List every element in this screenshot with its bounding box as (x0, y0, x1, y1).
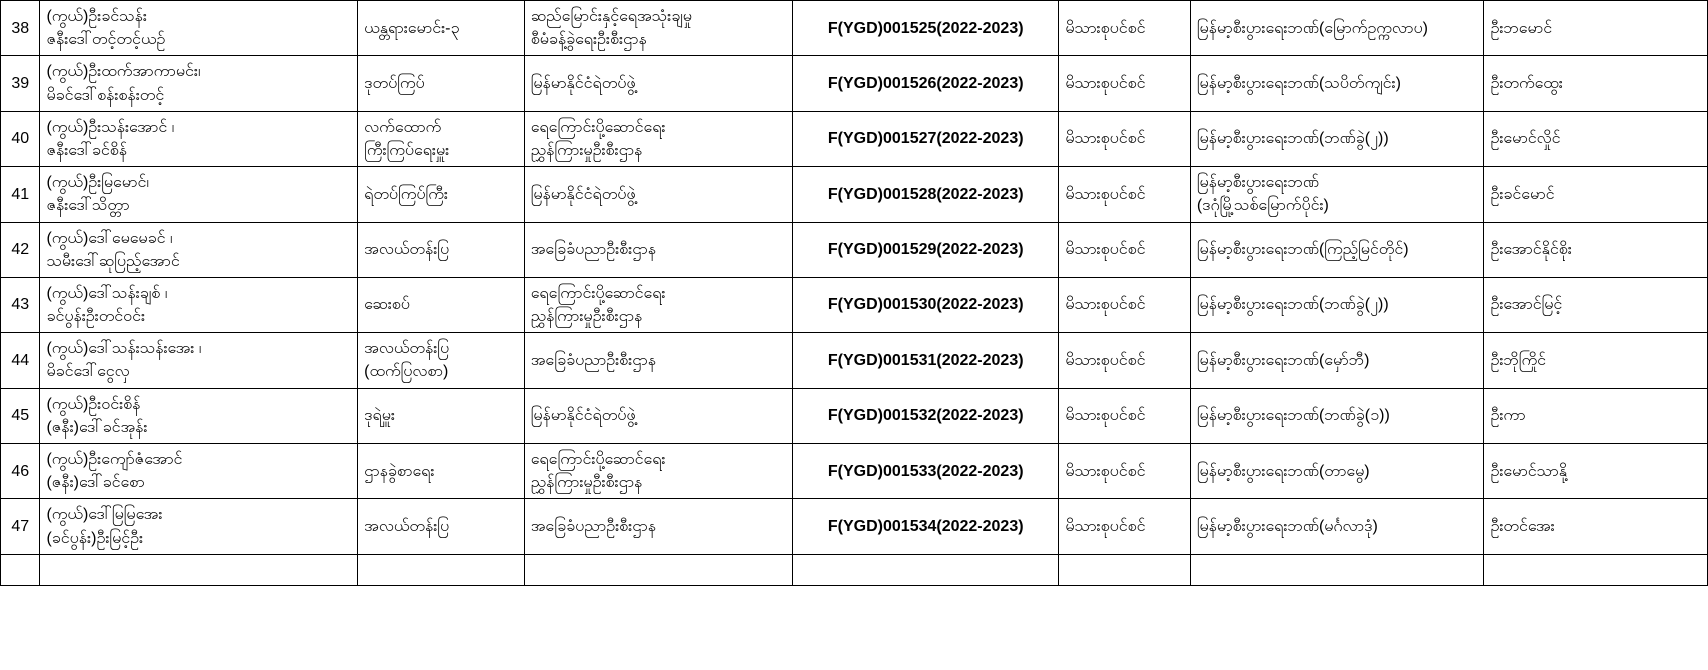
row-number (1, 1, 40, 56)
department-line-1: ရေကြောင်းပို့ဆောင်ရေး (530, 284, 666, 302)
pensioner-name-line-1: (ကွယ်)ဒေါ်မေမေခင် ၊ (46, 229, 173, 247)
pensioner-name (40, 277, 358, 332)
empty-cell (40, 554, 358, 585)
department (524, 333, 792, 388)
job-title (358, 111, 525, 166)
file-code-line-1: F(YGD)001534(2022-2023) (827, 517, 1024, 535)
row-number-line-1: 40 (11, 130, 30, 148)
department-line-2: ညွှန်ကြားမှုဦးစီးဌာန (530, 474, 643, 492)
job-title-line-1: လက်ထောက် (364, 118, 442, 136)
job-title-line-1: ဒုတပ်ကြပ် (364, 74, 425, 92)
pension-type (1059, 277, 1190, 332)
row-number-line-1: 44 (11, 351, 30, 369)
empty-cell (1059, 554, 1190, 585)
table-row (1, 388, 1708, 443)
pensioner-name (40, 333, 358, 388)
reference-name-line-1: ဦးဘမောင် (1490, 19, 1553, 37)
file-code-line-1: F(YGD)001528(2022-2023) (827, 185, 1024, 203)
reference-name-line-1: ဦးအောင်နိုင်စိုး (1490, 241, 1572, 259)
row-number (1, 277, 40, 332)
job-title-line-2: ကြီးကြပ်ရေးမှူး (364, 141, 450, 159)
pension-type-line-1: မိသားစုပင်စင် (1065, 351, 1146, 369)
job-title (358, 444, 525, 499)
bank-branch-line-1: မြန်မာ့စီးပွားရေးဘဏ်(တာမွေ) (1196, 462, 1370, 480)
department (524, 277, 792, 332)
bank-branch (1190, 111, 1484, 166)
pension-type (1059, 333, 1190, 388)
pensioner-name-line-2: (ဇနီး)ဒေါ်ခင်အုန်း (46, 418, 148, 436)
row-number (1, 167, 40, 222)
department-line-1: ဆည်မြောင်းနှင့်ရေအသုံးချမှု (530, 8, 692, 25)
job-title (358, 1, 525, 56)
bank-branch (1190, 222, 1484, 277)
bank-branch-line-1: မြန်မာ့စီးပွားရေးဘဏ် (1196, 174, 1319, 192)
row-number (1, 222, 40, 277)
department (524, 1, 792, 56)
job-title (358, 277, 525, 332)
empty-cell (793, 554, 1059, 585)
file-code (793, 388, 1059, 443)
reference-name-line-1: ဦးတင်အေး (1490, 517, 1555, 535)
pensioner-name-line-2: (ခင်ပွန်း)ဦးမြင့်ဦး (46, 529, 144, 547)
pensioner-name-line-1: (ကွယ်)ဒေါ်မြမြအေး (46, 506, 163, 524)
pension-type-line-1: မိသားစုပင်စင် (1065, 74, 1146, 92)
empty-cell (1484, 554, 1708, 585)
pension-type-line-1: မိသားစုပင်စင် (1065, 19, 1146, 37)
pensioner-name-line-2: သမီးဒေါ်ဆုပြည့်အောင် (46, 252, 180, 270)
reference-name (1484, 333, 1708, 388)
row-number (1, 56, 40, 111)
reference-name (1484, 444, 1708, 499)
department-line-2: စီမံခန့်ခွဲရေးဦးစီးဌာန (530, 31, 647, 49)
job-title-line-1: ယန္တရားမောင်း-၃ (364, 19, 460, 37)
file-code (793, 1, 1059, 56)
job-title-line-1: အလယ်တန်းပြ (364, 241, 450, 259)
department (524, 388, 792, 443)
reference-name (1484, 222, 1708, 277)
bank-branch-line-1: မြန်မာ့စီးပွားရေးဘဏ်(ဘဏ်ခွဲ(၂)) (1196, 296, 1389, 314)
pensioner-name-line-1: (ကွယ်)ဦးကျော်ဇံအောင် (46, 451, 183, 468)
pensioner-name (40, 444, 358, 499)
pensioner-name (40, 56, 358, 111)
empty-cell (358, 554, 525, 585)
bank-branch-line-1: မြန်မာ့စီးပွားရေးဘဏ်(သပိတ်ကျင်း) (1196, 74, 1401, 92)
bank-branch-line-1: မြန်မာ့စီးပွားရေးဘဏ်(ဘဏ်ခွဲ(၂)) (1196, 130, 1389, 148)
table-row (1, 222, 1708, 277)
job-title-line-1: ရဲတပ်ကြပ်ကြီး (364, 185, 448, 203)
file-code (793, 222, 1059, 277)
reference-name-line-1: ဦးအောင်မြင့် (1490, 296, 1563, 314)
file-code-line-1: F(YGD)001530(2022-2023) (827, 296, 1024, 314)
pension-type (1059, 444, 1190, 499)
department-line-2: ညွှန်ကြားမှုဦးစီးဌာန (530, 141, 643, 159)
file-code-line-1: F(YGD)001527(2022-2023) (827, 130, 1024, 148)
department (524, 499, 792, 554)
department-line-1: မြန်မာနိုင်ငံရဲတပ်ဖွဲ့ (530, 185, 636, 203)
department-line-1: မြန်မာနိုင်ငံရဲတပ်ဖွဲ့ (530, 74, 636, 92)
reference-name-line-1: ဦးမောင်သာနို့ (1490, 462, 1567, 480)
file-code-line-1: F(YGD)001533(2022-2023) (827, 462, 1024, 480)
file-code (793, 333, 1059, 388)
empty-cell (1190, 554, 1484, 585)
file-code-line-1: F(YGD)001526(2022-2023) (827, 74, 1024, 92)
department-line-2: ညွှန်ကြားမှုဦးစီးဌာန (530, 308, 643, 326)
bank-branch (1190, 167, 1484, 222)
job-title-line-1: ဆေးစပ် (364, 296, 410, 314)
table-row (1, 1, 1708, 56)
table-row (1, 56, 1708, 111)
file-code (793, 167, 1059, 222)
file-code-line-1: F(YGD)001525(2022-2023) (827, 19, 1024, 37)
pension-type-line-1: မိသားစုပင်စင် (1065, 241, 1146, 259)
pension-type-line-1: မိသားစုပင်စင် (1065, 462, 1146, 480)
pensioner-name-line-1: (ကွယ်)ဦးဝင်းစိန် (46, 395, 141, 413)
job-title (358, 333, 525, 388)
table-row (1, 444, 1708, 499)
pension-type-line-1: မိသားစုပင်စင် (1065, 296, 1146, 314)
pensioner-name-line-2: ဇနီးဒေါ်တင့်တင့်ယဉ် (46, 31, 166, 49)
department-line-1: အခြေခံပညာဦးစီးဌာန (530, 517, 656, 535)
pension-type-line-1: မိသားစုပင်စင် (1065, 185, 1146, 203)
bank-branch (1190, 444, 1484, 499)
department-line-1: အခြေခံပညာဦးစီးဌာန (530, 241, 656, 259)
file-code-line-1: F(YGD)001531(2022-2023) (827, 351, 1024, 369)
file-code-line-1: F(YGD)001529(2022-2023) (827, 241, 1024, 259)
department (524, 444, 792, 499)
row-number-line-1: 38 (11, 19, 30, 37)
reference-name-line-1: ဦးကာ (1490, 407, 1526, 425)
bank-branch (1190, 388, 1484, 443)
row-number-line-1: 46 (11, 462, 30, 480)
empty-cell (1, 554, 40, 585)
department-line-1: အခြေခံပညာဦးစီးဌာန (530, 351, 656, 369)
pensioner-name (40, 167, 358, 222)
reference-name (1484, 167, 1708, 222)
pensioner-name-line-1: (ကွယ်)ဒေါ်သန်းချစ် ၊ (46, 284, 168, 302)
file-code (793, 277, 1059, 332)
empty-cell (524, 554, 792, 585)
row-number-line-1: 43 (11, 296, 30, 314)
pension-type-line-1: မိသားစုပင်စင် (1065, 407, 1146, 425)
reference-name (1484, 388, 1708, 443)
job-title (358, 388, 525, 443)
row-number (1, 111, 40, 166)
reference-name (1484, 56, 1708, 111)
table-row (1, 499, 1708, 554)
pensioner-name-line-1: (ကွယ်)ဒေါ်သန်းသန်းအေး ၊ (46, 340, 202, 358)
pensioner-name-line-1: (ကွယ်)ဦးထက်အာကာမင်း၊ (46, 63, 201, 81)
pensioner-name-line-1: (ကွယ်)ဦးသန်းအောင် ၊ (46, 118, 175, 136)
job-title-line-1: ဌာနခွဲစာရေး (364, 462, 435, 480)
pensioner-name-line-2: မိခင်ဒေါ်ငွေလှ (46, 363, 130, 381)
department-line-1: ရေကြောင်းပို့ဆောင်ရေး (530, 451, 666, 468)
job-title-line-2: (ထက်ပြလစာ) (364, 363, 449, 381)
row-number-line-1: 42 (11, 241, 30, 259)
row-number-line-1: 41 (11, 185, 30, 203)
reference-name-line-1: ဦးခင်မောင် (1490, 185, 1555, 203)
bank-branch (1190, 1, 1484, 56)
pension-type (1059, 1, 1190, 56)
reference-name (1484, 1, 1708, 56)
pensioner-name-line-2: (ဇနီး)ဒေါ်ခင်စော (46, 474, 145, 492)
row-number (1, 388, 40, 443)
bank-branch (1190, 333, 1484, 388)
pension-type (1059, 222, 1190, 277)
row-number-line-1: 47 (11, 517, 30, 535)
file-code (793, 444, 1059, 499)
table-row-partial (1, 554, 1708, 585)
department-line-1: ရေကြောင်းပို့ဆောင်ရေး (530, 118, 666, 136)
pension-type-line-1: မိသားစုပင်စင် (1065, 130, 1146, 148)
table-row (1, 167, 1708, 222)
reference-name-line-1: ဦးဘိုကြိုင် (1490, 351, 1546, 369)
department (524, 167, 792, 222)
pension-type (1059, 388, 1190, 443)
bank-branch-line-1: မြန်မာ့စီးပွားရေးဘဏ်(ဘဏ်ခွဲ(၁)) (1196, 407, 1390, 425)
file-code (793, 499, 1059, 554)
reference-name (1484, 277, 1708, 332)
reference-name-line-1: ဦးမောင်လှိုင် (1490, 130, 1561, 148)
pensioner-name (40, 111, 358, 166)
department-line-1: မြန်မာနိုင်ငံရဲတပ်ဖွဲ့ (530, 407, 636, 425)
job-title (358, 56, 525, 111)
table-row (1, 111, 1708, 166)
row-number (1, 333, 40, 388)
row-number (1, 499, 40, 554)
file-code (793, 111, 1059, 166)
job-title (358, 167, 525, 222)
pensioner-name-line-2: ဇနီးဒေါ်သိတ္တာ (46, 197, 130, 215)
pensioner-name-line-2: ခင်ပွန်းဦးတင်ဝင်း (46, 308, 146, 326)
pensioner-name-line-2: မိခင်ဒေါ်စန်းစန်းတင့် (46, 86, 165, 104)
file-code (793, 56, 1059, 111)
bank-branch-line-1: မြန်မာ့စီးပွားရေးဘဏ်(မှော်ဘီ) (1196, 351, 1370, 369)
bank-branch-line-1: မြန်မာ့စီးပွားရေးဘဏ်(မင်္ဂလာဒုံ) (1196, 517, 1378, 535)
job-title-line-1: အလယ်တန်းပြ (364, 517, 450, 535)
bank-branch (1190, 499, 1484, 554)
row-number (1, 444, 40, 499)
pensioner-name-line-1: (ကွယ်)ဦးခင်သန်း (46, 8, 147, 25)
bank-branch (1190, 56, 1484, 111)
job-title-line-1: ဒုရဲမှူး (364, 407, 395, 425)
bank-branch-line-1: မြန်မာ့စီးပွားရေးဘဏ်(မြောက်ဥက္ကလာပ) (1196, 19, 1428, 37)
table-row (1, 277, 1708, 332)
pension-type (1059, 56, 1190, 111)
row-number-line-1: 45 (11, 407, 30, 425)
department (524, 56, 792, 111)
pension-type (1059, 111, 1190, 166)
reference-name-line-1: ဦးတက်ထွေး (1490, 74, 1563, 92)
bank-branch (1190, 277, 1484, 332)
job-title (358, 499, 525, 554)
pensioner-name-line-1: (ကွယ်)ဦးမြမောင်၊ (46, 174, 149, 192)
job-title-line-1: အလယ်တန်းပြ (364, 340, 450, 358)
job-title (358, 222, 525, 277)
department (524, 222, 792, 277)
bank-branch-line-1: မြန်မာ့စီးပွားရေးဘဏ်(ကြည့်မြင်တိုင်) (1196, 241, 1409, 259)
pension-type-line-1: မိသားစုပင်စင် (1065, 517, 1146, 535)
pensioner-name-line-2: ဇနီးဒေါ်ခင်စိန် (46, 141, 128, 159)
table-row (1, 333, 1708, 388)
pensioner-name (40, 499, 358, 554)
pension-type (1059, 499, 1190, 554)
file-code-line-1: F(YGD)001532(2022-2023) (827, 407, 1024, 425)
department (524, 111, 792, 166)
pensioner-name (40, 388, 358, 443)
bank-branch-line-2: (ဒဂုံမြို့သစ်မြောက်ပိုင်း) (1196, 197, 1329, 215)
pensioner-name (40, 1, 358, 56)
reference-name (1484, 499, 1708, 554)
pensioner-name (40, 222, 358, 277)
row-number-line-1: 39 (11, 74, 30, 92)
reference-name (1484, 111, 1708, 166)
pension-type (1059, 167, 1190, 222)
